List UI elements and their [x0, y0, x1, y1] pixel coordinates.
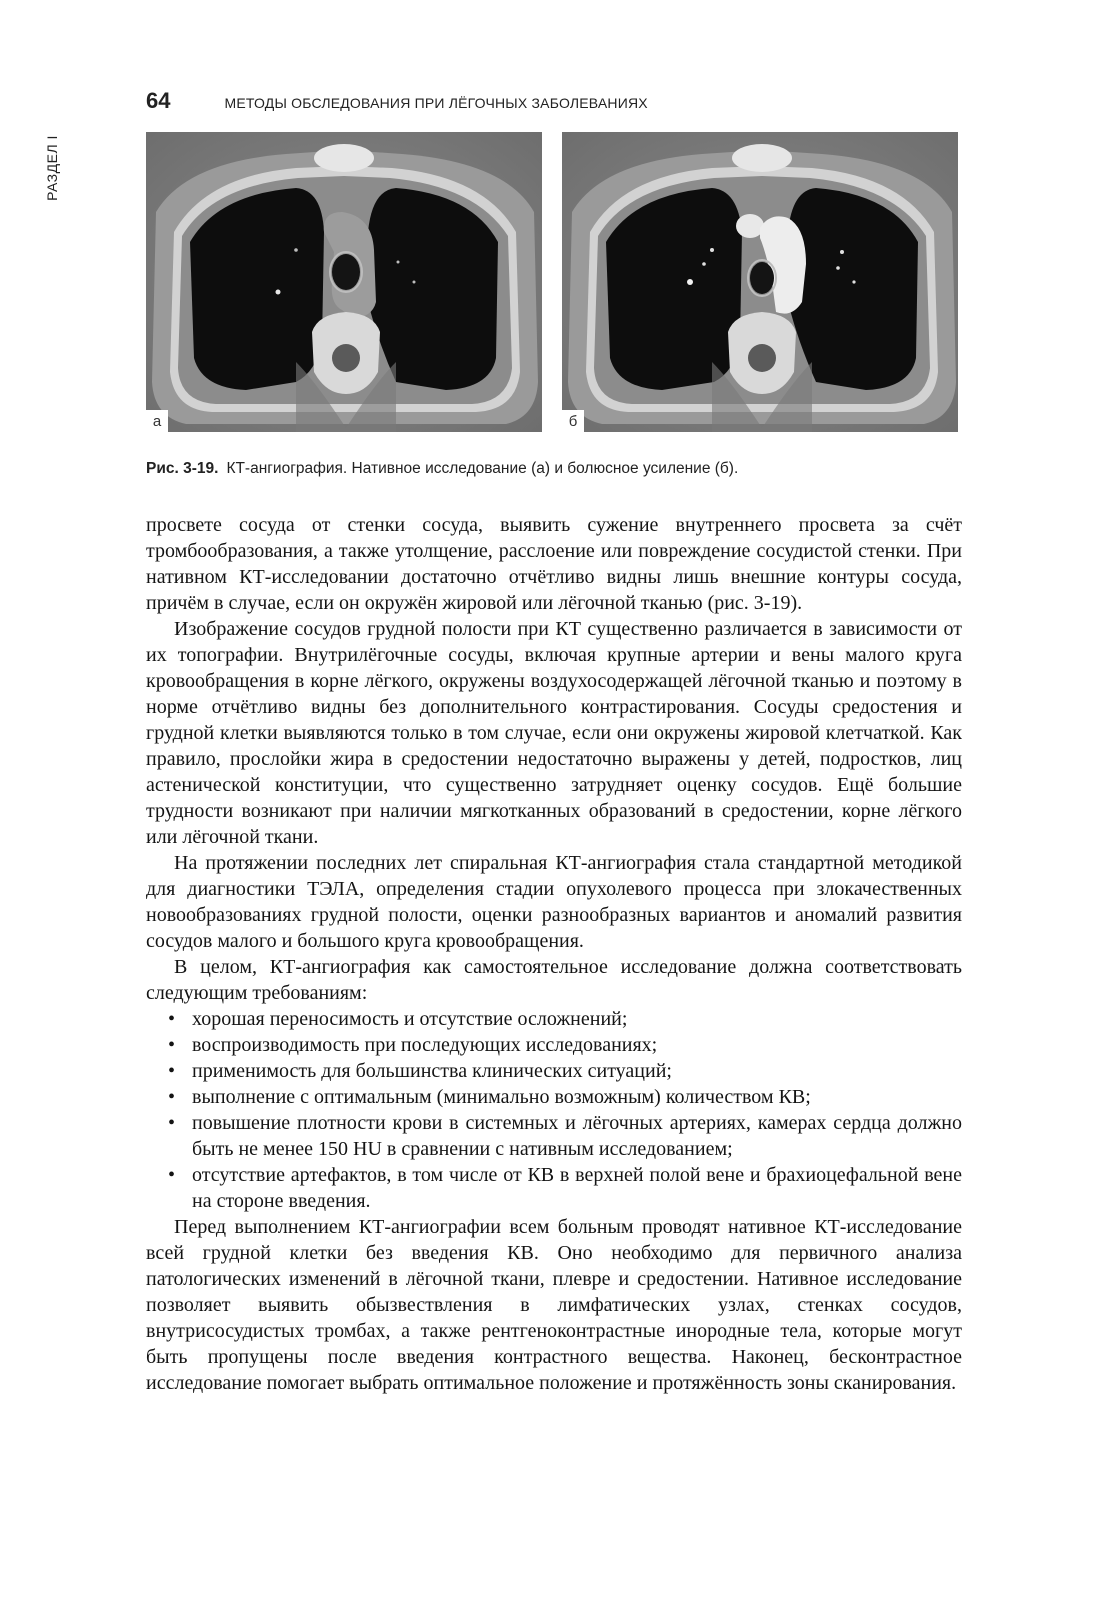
page-header [146, 88, 648, 114]
figure-3-19 [146, 132, 962, 450]
caption-text: КТ-ангиография. Нативное исследование (а) и болюсное усиление (б). [226, 460, 739, 477]
bullet-icon: • [168, 1034, 176, 1056]
list-item: • применимость для большинства клинических ситуаций; [168, 1060, 672, 1082]
requirements-list [146, 1006, 962, 1214]
body-text [146, 512, 962, 1396]
paragraph-5: Перед выполнением КТ-ангиографии всем больным проводят нативное КТ-исследование всей грудной клетки без введения КВ. Оно необходимо для первичного анализа патологических изменений в лёгочной ткани, плевре и средостении. Нативное исследование позволяет выявить обызвествления в лимфатических узлах, стенках сосудов, внутрисосудистых тромбах, а также рентгеноконтрастные инородные тела, которые могут быть пропущены после введения контрастного вещества. Наконец, бесконтрастное исследование помогает выбрать оптимальное положение и протяжённость зоны сканирования. [146, 1216, 962, 1394]
list-item: • отсутствие артефактов, в том числе от КВ в верхней полой вене и брахиоцефальной вене на стороне введения. [168, 1164, 962, 1212]
list-item: • хорошая переносимость и отсутствие осложнений; [168, 1008, 628, 1030]
section-side-label: РАЗДЕЛ I [44, 135, 60, 201]
paragraph-2: Изображение сосудов грудной полости при КТ существенно различается в зависимости от их топографии. Внутрилёгочные сосуды, включая крупные артерии и вены малого круга кровообращения в корне лёгкого, окружены воздухосодержащей лёгочной тканью и поэтому в норме отчётливо видны без дополнительного контрастирования. Сосуды средостения и грудной клетки выявляются только в том случае, если они окружены жировой клетчаткой. Как правило, прослойки жира в средостении недостаточно выражены у детей, подростков, лиц астенической конституции, что существенно затрудняет оценку сосудов. Ещё большие трудности возникают при наличии мягкотканных образований в средостении, корне лёгкого или лёгочной ткани. [146, 618, 962, 848]
ct-scan-bolus-image [562, 132, 958, 432]
bullet-icon: • [168, 1060, 176, 1082]
list-item: • выполнение с оптимальным (минимально возможным) количеством КВ; [168, 1086, 811, 1108]
paragraph-4: В целом, КТ-ангиография как самостоятельное исследование должна соответствовать следующим требованиям: [146, 956, 962, 1004]
list-item: • повышение плотности крови в системных и лёгочных артериях, камерах сердца должно быть не менее 150 HU в сравнении с нативным исследованием; [168, 1112, 962, 1160]
ct-scan-native-image [146, 132, 542, 432]
panel-a-label: а [146, 410, 168, 432]
list-item: • воспроизводимость при последующих исследованиях; [168, 1034, 658, 1056]
bullet-icon: • [168, 1008, 176, 1030]
page-number: 64 [146, 88, 171, 113]
bullet-icon: • [168, 1112, 176, 1134]
caption-label: Рис. 3-19. [146, 460, 219, 477]
running-title: МЕТОДЫ ОБСЛЕДОВАНИЯ ПРИ ЛЁГОЧНЫХ ЗАБОЛЕВАНИЯХ [224, 95, 648, 111]
panel-b-label: б [562, 410, 584, 432]
bullet-icon: • [168, 1164, 176, 1186]
paragraph-1: просвете сосуда от стенки сосуда, выявить сужение внутреннего просвета за счёт тромбообразования, а также утолщение, расслоение или повреждение сосудистой стенки. При нативном КТ-исследовании достаточно отчётливо видны лишь внешние контуры сосуда, причём в случае, если он окружён жировой или лёгочной тканью (рис. 3-19). [146, 514, 962, 614]
bullet-icon: • [168, 1086, 176, 1108]
figure-caption [146, 460, 962, 478]
paragraph-3: На протяжении последних лет спиральная КТ-ангиография стала стандартной методикой для диагностики ТЭЛА, определения стадии опухолевого процесса при злокачественных новообразованиях грудной полости, оценки разнообразных вариантов и аномалий развития сосудов малого и большого круга кровообращения. [146, 852, 962, 952]
